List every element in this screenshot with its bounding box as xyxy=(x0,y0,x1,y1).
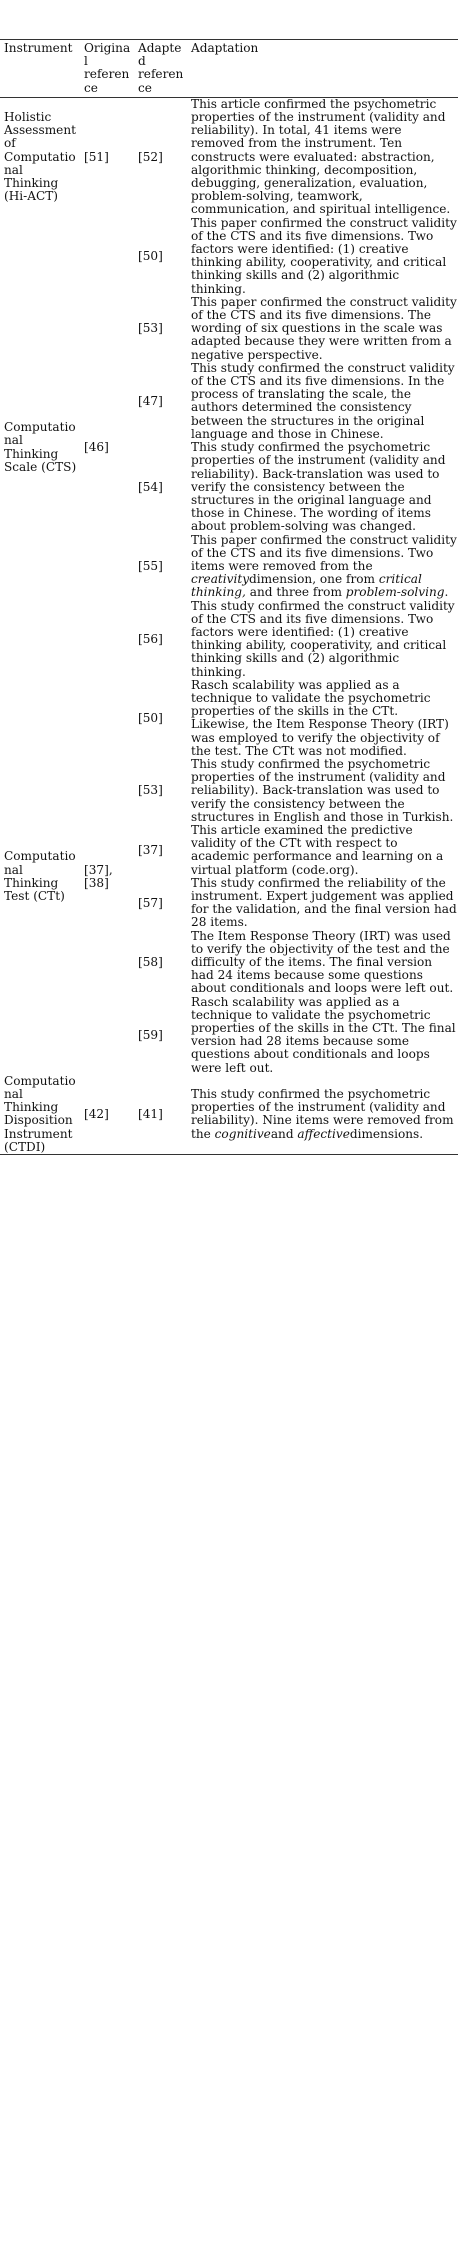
adaptation-cell xyxy=(187,996,458,1075)
table-row xyxy=(0,1075,458,1155)
table-body xyxy=(0,97,458,1154)
adaptation-cell xyxy=(187,534,458,600)
adaptation-cell xyxy=(187,97,458,216)
adaptation-cell xyxy=(187,679,458,758)
adapted-reference-cell: [53] xyxy=(138,321,163,336)
instrument-cell: Computational Thinking Test (CTt) xyxy=(4,849,76,903)
adapted-reference-cell: [54] xyxy=(138,479,163,494)
table-row xyxy=(0,217,458,296)
header-instrument: Instrument xyxy=(0,40,80,98)
adaptation-cell xyxy=(187,362,458,441)
original-reference-cell: [51] xyxy=(84,149,109,164)
adapted-reference-cell: [58] xyxy=(138,955,163,970)
adaptation-text: This study confirmed the construct validity of the CTS and its five dimensions. Two factors were identified: (1) creative thinking ability, cooperativity, and critical thinking skills and (2) algorithmic thinking. xyxy=(191,598,455,679)
adapted-reference-cell: [50] xyxy=(138,710,163,725)
instrument-cell: Holistic Assessment of Computational Thinking (Hi-ACT) xyxy=(4,110,76,204)
adaptation-text: Rasch scalability was applied as a technique to validate the psychometric properties of the skills in the CTt. The final version had 28 items because some questions about conditionals and loops were left out. xyxy=(191,994,456,1075)
header-adaptation: Adaptation xyxy=(187,40,458,98)
italic-term: problem-solving xyxy=(345,585,445,600)
adaptation-text: and three from xyxy=(245,585,346,600)
italic-term: creativity xyxy=(191,572,250,587)
adapted-reference-cell: [55] xyxy=(138,558,163,573)
adapted-reference-cell: [59] xyxy=(138,1027,163,1042)
adaptation-text: dimension, one from xyxy=(249,572,379,587)
adaptation-text: The Item Response Theory (IRT) was used to verify the objectivity of the test and the difficulty of the items. The final version had 24 items because some questions about conditionals and loops were left out. xyxy=(191,928,454,996)
header-original-reference: Original reference xyxy=(80,40,134,98)
adaptation-cell xyxy=(187,441,458,533)
adaptation-text: This study confirmed the reliability of the instrument. Expert judgement was applied for the validation, and the final version had 28 items. xyxy=(191,875,457,930)
adaptation-text: dimensions. xyxy=(349,1126,424,1141)
adaptation-text: This study confirmed the psychometric properties of the instrument (validity and reliability). Back-translation was used to verify the consistency between the structures in the original language and those in Chinese. The wording of items about problem-solving was changed. xyxy=(191,440,446,534)
table-row xyxy=(0,97,458,216)
adaptation-text: This article confirmed the psychometric properties of the instrument (validity and reliability). In total, 41 items were removed from the instrument. Ten constructs were evaluated: abstraction, algorithmic thinking, decomposition, debugging, generalization, evaluation, problem-solving, teamwork, communication, and spiritual intelligence. xyxy=(191,96,451,217)
adaptation-text: This article examined the predictive validity of the CTt with respect to academic performance and learning on a virtual platform (code.org). xyxy=(191,822,444,877)
adaptation-cell xyxy=(187,824,458,877)
adaptation-cell xyxy=(187,1075,458,1155)
header-row xyxy=(0,40,458,98)
original-reference-cell: [46] xyxy=(84,440,109,455)
italic-term: affective xyxy=(297,1126,350,1141)
adaptation-text: and xyxy=(270,1126,298,1141)
original-reference-cell: [42] xyxy=(80,1075,134,1155)
instrument-cell: Computational Thinking Disposition Instrument (CTDI) xyxy=(0,1075,80,1155)
adaptation-cell xyxy=(187,930,458,996)
adaptation-cell xyxy=(187,217,458,296)
table-row xyxy=(0,679,458,758)
adaptation-text: This study confirmed the construct validity of the CTS and its five dimensions. In the process of translating the scale, the authors determined the consistency between the structures in the original language and those in Chinese. xyxy=(191,360,455,441)
instrument-cell: Computational Thinking Scale (CTS) xyxy=(4,420,77,474)
adaptation-text: This paper confirmed the construct validity of the CTS and its five dimensions. The wording of six questions in the scale was adapted because they were written from a negative perspective. xyxy=(191,294,457,362)
adaptation-cell xyxy=(187,296,458,362)
adaptation-cell xyxy=(187,758,458,824)
italic-term: cognitive xyxy=(214,1126,271,1141)
adapted-reference-cell: [52] xyxy=(138,149,163,164)
header-adapted-reference: Adapted reference xyxy=(134,40,187,98)
original-reference-cell: [37], [38] xyxy=(84,862,113,890)
adaptation-text: This study confirmed the psychometric properties of the instrument (validity and reliability). Back-translation was used to verify the consistency between the structures in English and those in Turkish. xyxy=(191,756,454,824)
adaptation-table xyxy=(0,39,458,1155)
table-header xyxy=(0,40,458,98)
adaptation-text: This paper confirmed the construct validity of the CTS and its five dimensions. Two items were removed from the xyxy=(191,532,457,573)
adaptation-text: Rasch scalability was applied as a technique to validate the psychometric properties of the skills in the CTt. Likewise, the Item Response Theory (IRT) was employed to verify the objectivity of the test. The CTt was not modified. xyxy=(191,677,449,758)
adapted-reference-cell: [47] xyxy=(138,393,163,408)
adapted-reference-cell: [41] xyxy=(134,1075,187,1155)
adapted-reference-cell: [37] xyxy=(138,842,163,857)
adaptation-cell xyxy=(187,600,458,679)
adapted-reference-cell: [50] xyxy=(138,248,163,263)
adaptation-text: This study confirmed the psychometric properties of the instrument (validity and reliability). Nine items were removed from the xyxy=(191,1087,454,1141)
adaptation-text: . xyxy=(444,585,449,600)
adapted-reference-cell: [53] xyxy=(138,783,163,798)
italic-term: critical thinking, xyxy=(191,572,422,600)
adaptation-text: This paper confirmed the construct validity of the CTS and its five dimensions. Two factors were identified: (1) creative thinking ability, cooperativity, and critical thinking skills and (2) algorithmic thinking. xyxy=(191,215,457,296)
adapted-reference-cell: [57] xyxy=(138,895,163,910)
adaptation-cell xyxy=(187,877,458,930)
adapted-reference-cell: [56] xyxy=(138,631,163,646)
